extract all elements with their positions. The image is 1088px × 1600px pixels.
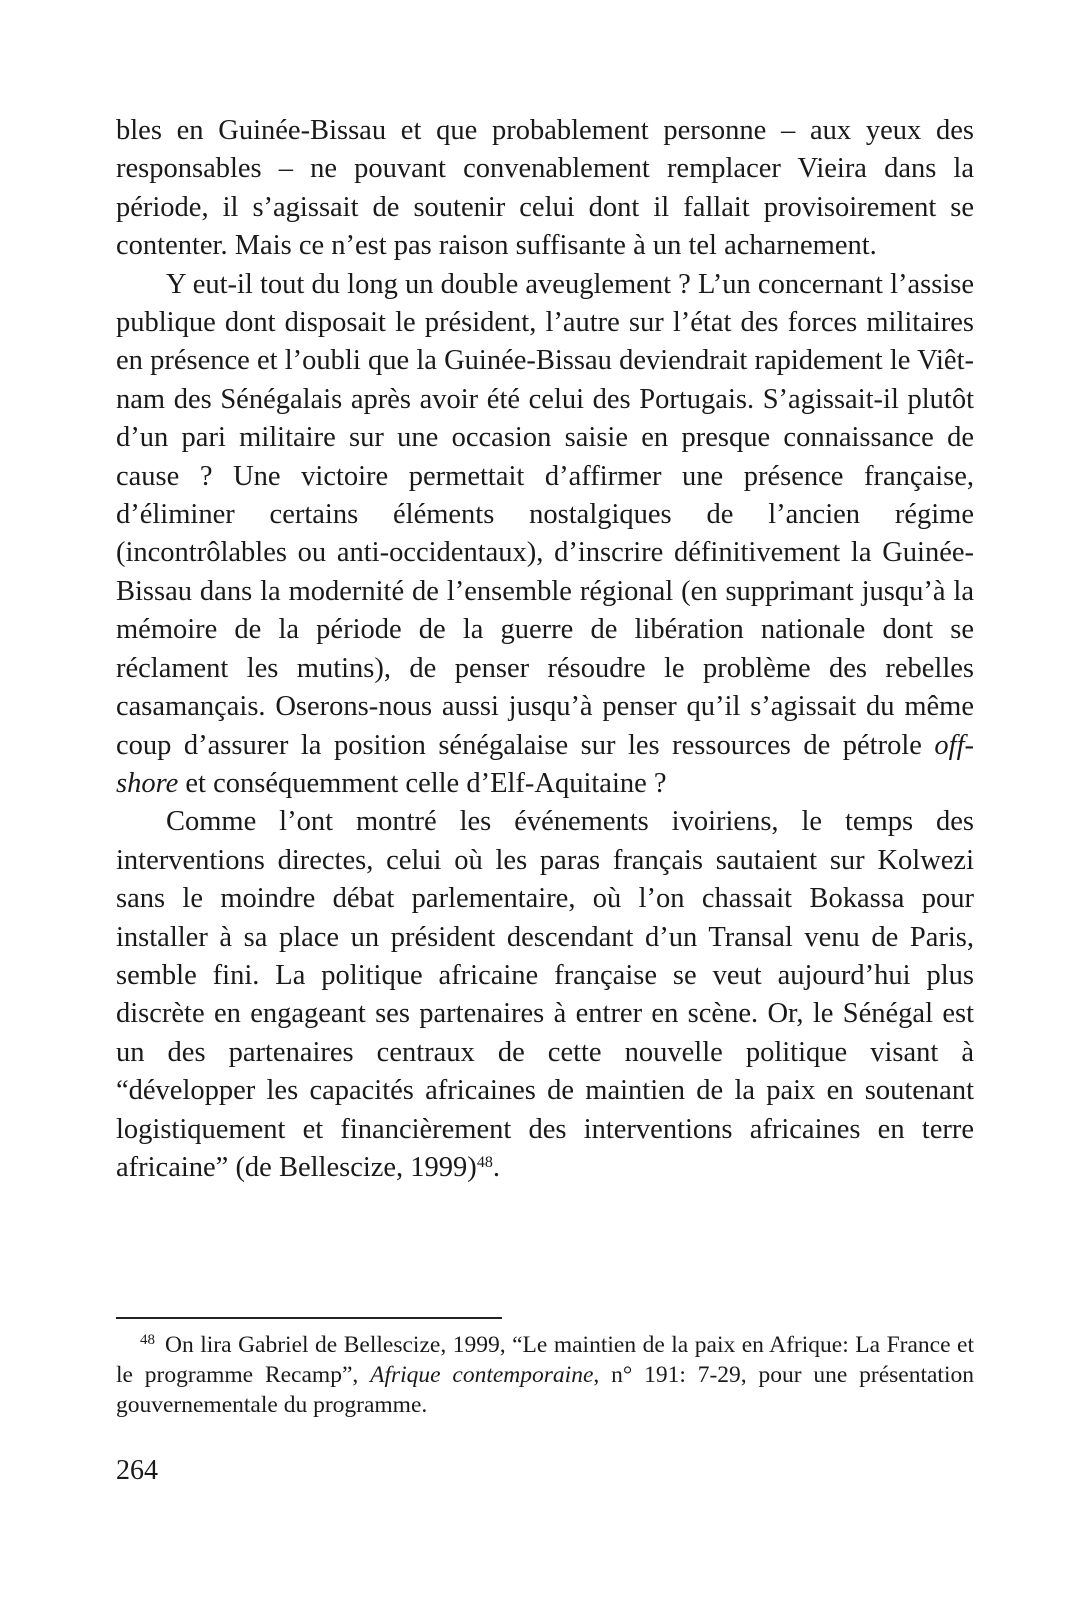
page-body: [116, 112, 974, 1187]
paragraph-2-italic: off-shore: [116, 729, 974, 799]
paragraph-2-text-a: Y eut-il tout du long un double aveuglement ? L’un concernant l’assise publique dont disposait le président, l’autre sur l’état des forces militaires en présence et l’oubli que la Guinée-Bissau deviendrait rapidement le Viêt-nam des Sénégalais après avoir été celui des Portugais. S’agissait-il plutôt d’un pari militaire sur une occasion saisie en presque connaissance de cause ? Une victoire permettait d’affirmer une présence française, d’éliminer certains éléments nostalgiques de l’ancien régime (incontrôlables ou anti-occidentaux), d’inscrire définitivement la Guinée-Bissau dans la modernité de l’ensemble régional (en supprimant jusqu’à la mémoire de la période de la guerre de libération nationale dont se réclament les mutins), de penser résoudre le problème des rebelles casamançais. Oserons-nous aussi jusqu’à penser qu’il s’agissait du même coup d’assurer la position sénégalaise sur les ressources de pétrole: [116, 268, 974, 761]
footnote-divider: [116, 1317, 502, 1319]
paragraph-3-text: Comme l’ont montré les événements ivoiriens, le temps des interventions directes, celui où les paras français sautaient sur Kolwezi sans le moindre débat parlementaire, où l’on chassait Bokassa pour installer à sa place un président descendant d’un Transal venu de Paris, semble fini. La politique africaine française se veut aujourd’hui plus discrète en engageant ses partenaires à entrer en scène. Or, le Sénégal est un des partenaires centraux de cette nouvelle politique visant à “développer les capacités africaines de maintien de la paix en soutenant logistiquement et financièrement des interventions africaines en terre africaine” (de Bellescize, 1999): [116, 806, 974, 1183]
footnote-reference[interactable]: 48: [476, 1153, 493, 1171]
footnote-48: 48 On lira Gabriel de Bellescize, 1999, “Le maintien de la paix en Afrique: La France et le programme Recamp”, Afrique contemporaine, n° 191: 7-29, pour une présentation gouvernementale du programme.: [116, 1332, 974, 1418]
paragraph-3: [116, 803, 974, 1187]
paragraph-1: bles en Guinée-Bissau et que probablement personne – aux yeux des responsables – ne pouvant convenablement remplacer Vieira dans la période, il s’agissait de soutenir celui dont il fallait provisoirement se contenter. Mais ce n’est pas raison suffisante à un tel acharnement.: [116, 115, 974, 262]
paragraph-3-end: .: [492, 1151, 500, 1183]
page-number: 264: [116, 1455, 158, 1486]
body-text: [116, 112, 974, 1187]
footnote: [116, 1330, 974, 1420]
footnote-text-a: On lira Gabriel de Bellescize, 1999, “Le maintien de la paix en Afrique: La France et le programme Recamp”,: [116, 1332, 974, 1388]
footnote-journal-title: Afrique contemporaine: [370, 1362, 594, 1388]
paragraph-2-text-b: et conséquemment celle d’Elf-Aquitaine ?: [178, 767, 667, 799]
paragraph-2: [116, 266, 974, 804]
footnote-text-b: , n° 191: 7-29, pour une présentation gouvernementale du programme.: [116, 1362, 974, 1418]
